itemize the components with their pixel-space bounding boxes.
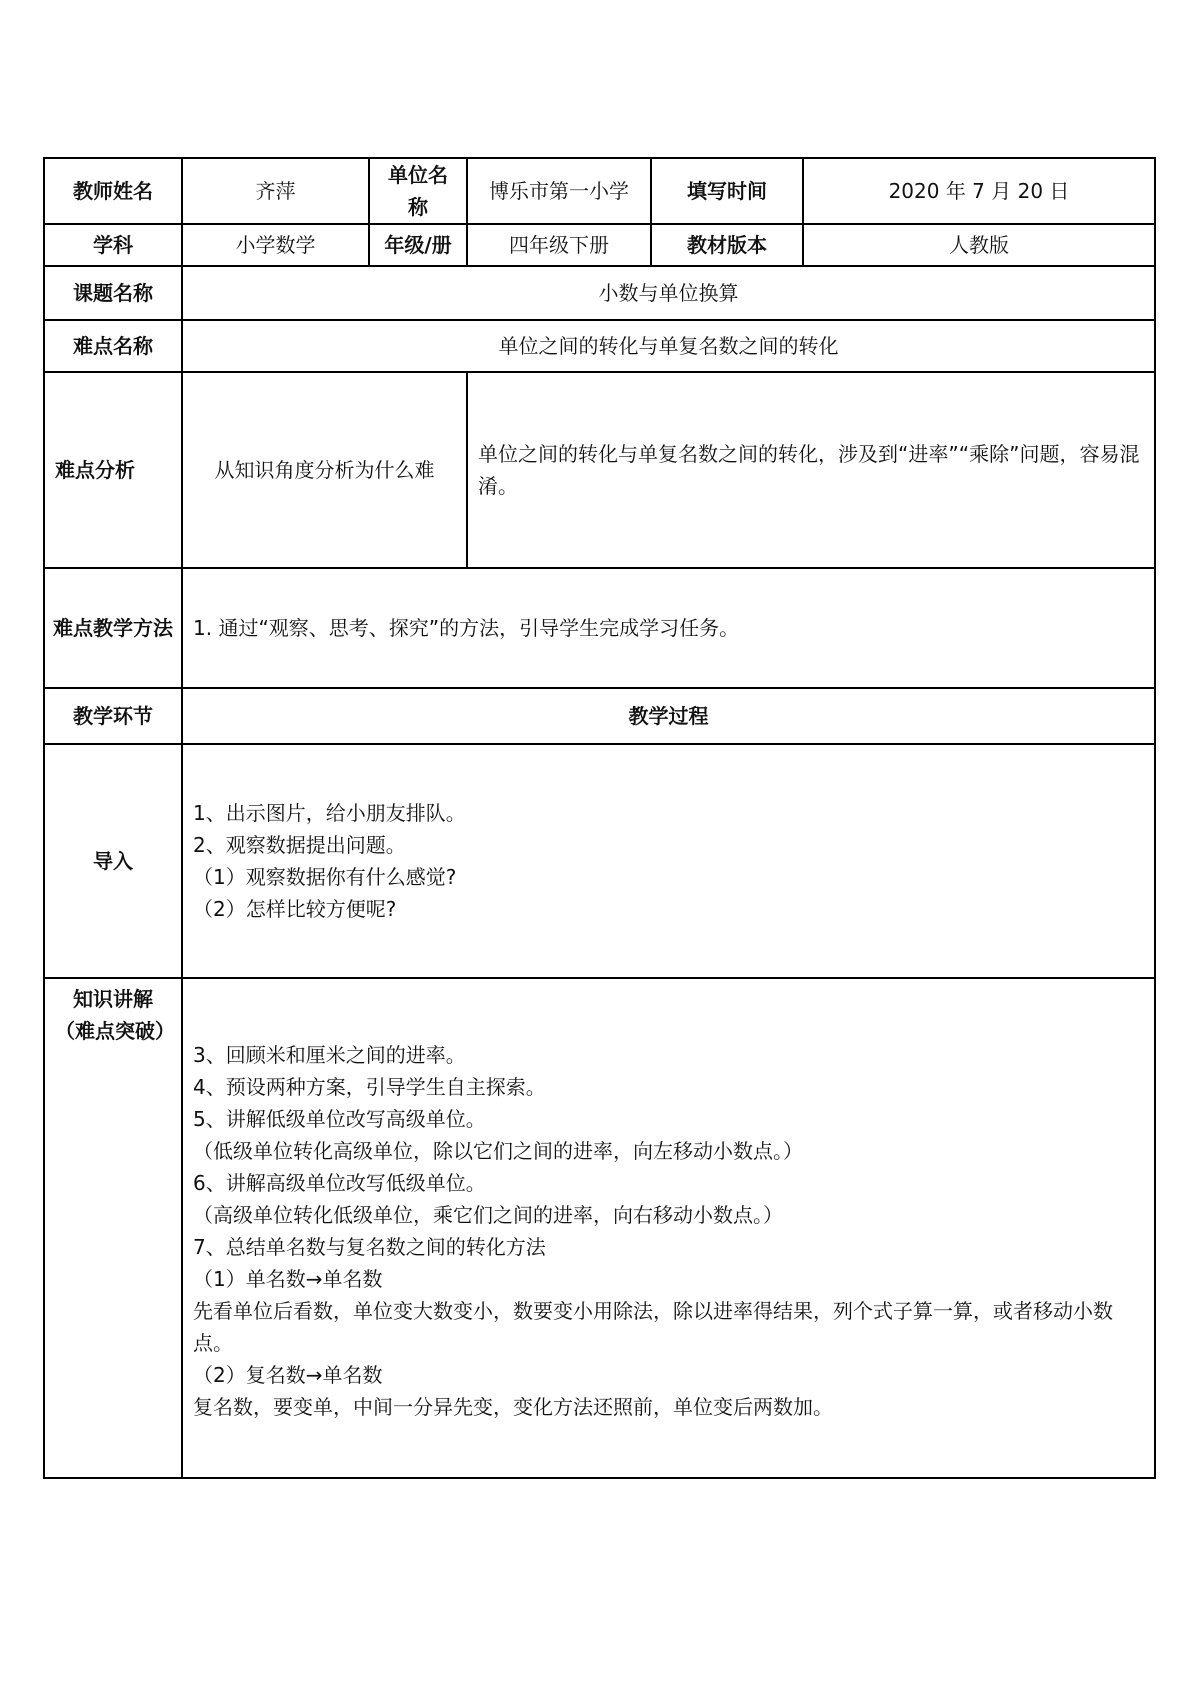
analysis-label: 难点分析 [44,372,182,568]
subject-value: 小学数学 [182,224,369,266]
edition-label: 教材版本 [651,224,803,266]
method-text: 1. 通过“观察、思考、探究”的方法，引导学生完成学习任务。 [182,568,1155,688]
analysis-text: 单位之间的转化与单复名数之间的转化，涉及到“进率”“乘除”问题，容易混淆。 [467,372,1155,568]
intro-line: 1、出示图片，给小朋友排队。 [193,801,466,825]
subject-label: 学科 [44,224,182,266]
intro-line: （2）怎样比较方便呢? [193,897,397,921]
intro-content [182,744,1155,978]
knowledge-line: （低级单位转化高级单位，除以它们之间的进率，向左移动小数点。） [193,1139,803,1163]
knowledge-line: 复名数，要变单，中间一分异先变，变化方法还照前，单位变后两数加。 [193,1395,833,1419]
knowledge-label-line-1: 知识讲解 [73,987,153,1011]
knowledge-line: 6、讲解高级单位改写低级单位。 [193,1171,486,1195]
date-label: 填写时间 [651,158,803,224]
knowledge-line: （2）复名数→单名数 [193,1363,383,1387]
knowledge-line: 先看单位后看数，单位变大数变小，数要变小用除法，除以进率得结果，列个式子算一算，或者移动小数点。 [193,1299,1113,1355]
process-title: 教学过程 [182,688,1155,744]
intro-line: 2、观察数据提出问题。 [193,833,406,857]
knowledge-label-line-2: （难点突破） [55,1019,175,1043]
header-row-2 [44,224,1155,266]
header-row-1 [44,158,1155,224]
topic-row [44,266,1155,320]
edition-value: 人教版 [803,224,1155,266]
analysis-row [44,372,1155,568]
unit-value: 博乐市第一小学 [467,158,651,224]
process-section-label: 教学环节 [44,688,182,744]
knowledge-line: 4、预设两种方案，引导学生自主探索。 [193,1075,546,1099]
method-row [44,568,1155,688]
difficulty-value: 单位之间的转化与单复名数之间的转化 [182,320,1155,372]
date-value: 2020 年 7 月 20 日 [803,158,1155,224]
topic-value: 小数与单位换算 [182,266,1155,320]
difficulty-row [44,320,1155,372]
knowledge-line: 3、回顾米和厘米之间的进率。 [193,1043,466,1067]
process-header-row [44,688,1155,744]
knowledge-line: 7、总结单名数与复名数之间的转化方法 [193,1235,546,1259]
knowledge-line: 5、讲解低级单位改写高级单位。 [193,1107,486,1131]
lesson-plan-table [43,157,1156,1479]
teacher-label: 教师姓名 [44,158,182,224]
grade-value: 四年级下册 [467,224,651,266]
unit-label: 单位名称 [369,158,467,224]
topic-label: 课题名称 [44,266,182,320]
knowledge-label [44,978,182,1478]
knowledge-line: （1）单名数→单名数 [193,1267,383,1291]
grade-label: 年级/册 [369,224,467,266]
knowledge-line: （高级单位转化低级单位，乘它们之间的进率，向右移动小数点。） [193,1203,783,1227]
intro-label: 导入 [44,744,182,978]
method-label: 难点教学方法 [44,568,182,688]
difficulty-label: 难点名称 [44,320,182,372]
teacher-value: 齐萍 [182,158,369,224]
knowledge-content [182,978,1155,1478]
intro-line: （1）观察数据你有什么感觉? [193,865,457,889]
lesson-plan-sheet [43,157,1154,1479]
knowledge-row [44,978,1155,1478]
intro-row [44,744,1155,978]
analysis-sub-label: 从知识角度分析为什么难 [182,372,467,568]
